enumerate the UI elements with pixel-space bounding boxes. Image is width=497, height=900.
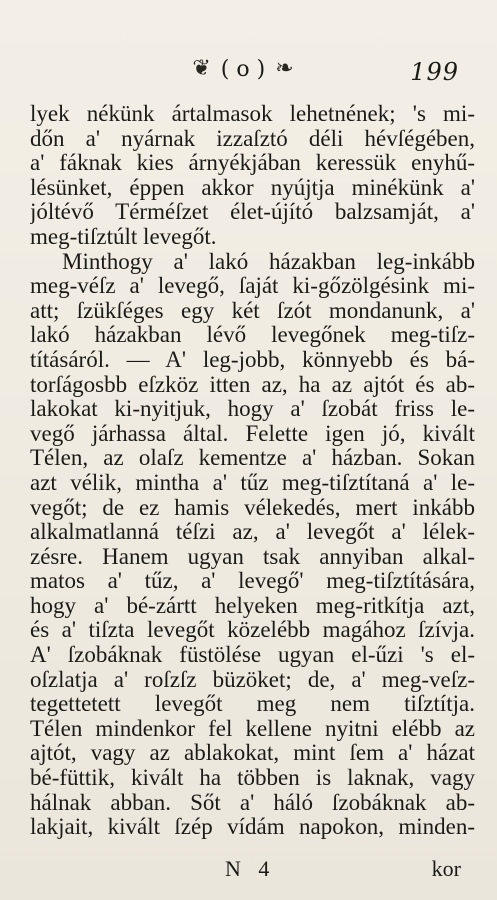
text-line: jóltévő Térméſzet élet-újító balzsamját, a' bbox=[30, 200, 475, 225]
text-line: tításáról. — A' leg-jobb, könnyebb és bá- bbox=[30, 347, 475, 372]
text-line: Télen mindenkor fel kellene nyitni elébb az bbox=[30, 716, 475, 741]
text-line: és a' tiſzta levegőt közelébb magához ſzívja. bbox=[30, 618, 475, 643]
text-line: Télen, az olaſz kementze a' házban. Sokan bbox=[30, 446, 475, 471]
text-line: meg-tiſztúlt levegőt. bbox=[30, 224, 217, 249]
header-center-mark: ( o ) bbox=[220, 56, 266, 82]
text-line: meg-véſz a' levegő, ſaját ki-gőzölgésink mi- bbox=[30, 274, 475, 299]
text-line: lyek nékünk ártalmasok lehetnének; 's mi- bbox=[30, 102, 475, 126]
text-line: bé-füttik, kivált ha többen is laknak, vagy bbox=[30, 766, 475, 791]
text-line: hogy a' bé-zártt helyeken meg-ritkítja azt, bbox=[30, 593, 475, 618]
text-line: azt vélik, mintha a' tűz meg-tiſztítaná a' le- bbox=[30, 470, 475, 495]
text-line: Minthogy a' lakó házakban leg-inkább bbox=[62, 249, 475, 274]
text-line: lakó házakban lévő levegőnek meg-tiſz- bbox=[30, 323, 475, 348]
text-line: matos a' tűz, a' levegő' meg-tiſztítására, bbox=[30, 569, 475, 594]
text-line: vegőt; de ez hamis vélekedés, mert inkább bbox=[30, 495, 475, 520]
text-line: zésre. Hanem ugyan tsak annyiban alkal- bbox=[30, 544, 475, 569]
text-line: a' fáknak kies árnyékjában keressük enyhű- bbox=[30, 151, 475, 176]
text-line: dőn a' nyárnak izzaſztó déli hévſégében, bbox=[30, 126, 475, 151]
text-line: ajtót, vagy az ablakokat, mint ſem a' házat bbox=[30, 741, 475, 766]
text-line: torſágosbb eſzköz itten az, ha az ajtót és ab- bbox=[30, 372, 475, 397]
page-number: 199 bbox=[410, 58, 459, 86]
signature-mark: N 4 bbox=[225, 856, 276, 881]
left-ornament-icon: ❦ bbox=[192, 56, 211, 81]
text-line: hálnak abban. Sőt a' háló ſzobáknak ab- bbox=[30, 790, 475, 815]
text-line: oſzlatja a' roſzſz büzöket; de, a' meg-veſz- bbox=[30, 667, 475, 692]
text-line: lésünket, éppen akkor nyújtja minékünk a' bbox=[30, 175, 475, 200]
right-ornament-icon: ❧ bbox=[275, 56, 294, 81]
text-line: A' ſzobáknak füstölése ugyan el-űzi 's el- bbox=[30, 643, 475, 668]
catchword: kor bbox=[431, 856, 461, 881]
text-line: alkalmatlanná téſzi az, a' levegőt a' lélek- bbox=[30, 520, 475, 545]
text-line: lakokat ki-nyitjuk, hogy a' ſzobát friss le- bbox=[30, 397, 475, 422]
page-footer bbox=[0, 854, 497, 890]
text-line: att; ſzükſéges egy két ſzót mondanunk, a' bbox=[30, 298, 475, 323]
body-text bbox=[30, 102, 475, 840]
header-ornament-group bbox=[168, 52, 318, 86]
running-header bbox=[0, 52, 497, 86]
text-line: vegő járhassa által. Felette igen jó, kivált bbox=[30, 421, 475, 446]
text-line: tegettetett levegőt meg nem tiſztítja. bbox=[30, 692, 475, 717]
text-line: lakjait, kivált ſzép vídám napokon, minden- bbox=[30, 815, 475, 840]
